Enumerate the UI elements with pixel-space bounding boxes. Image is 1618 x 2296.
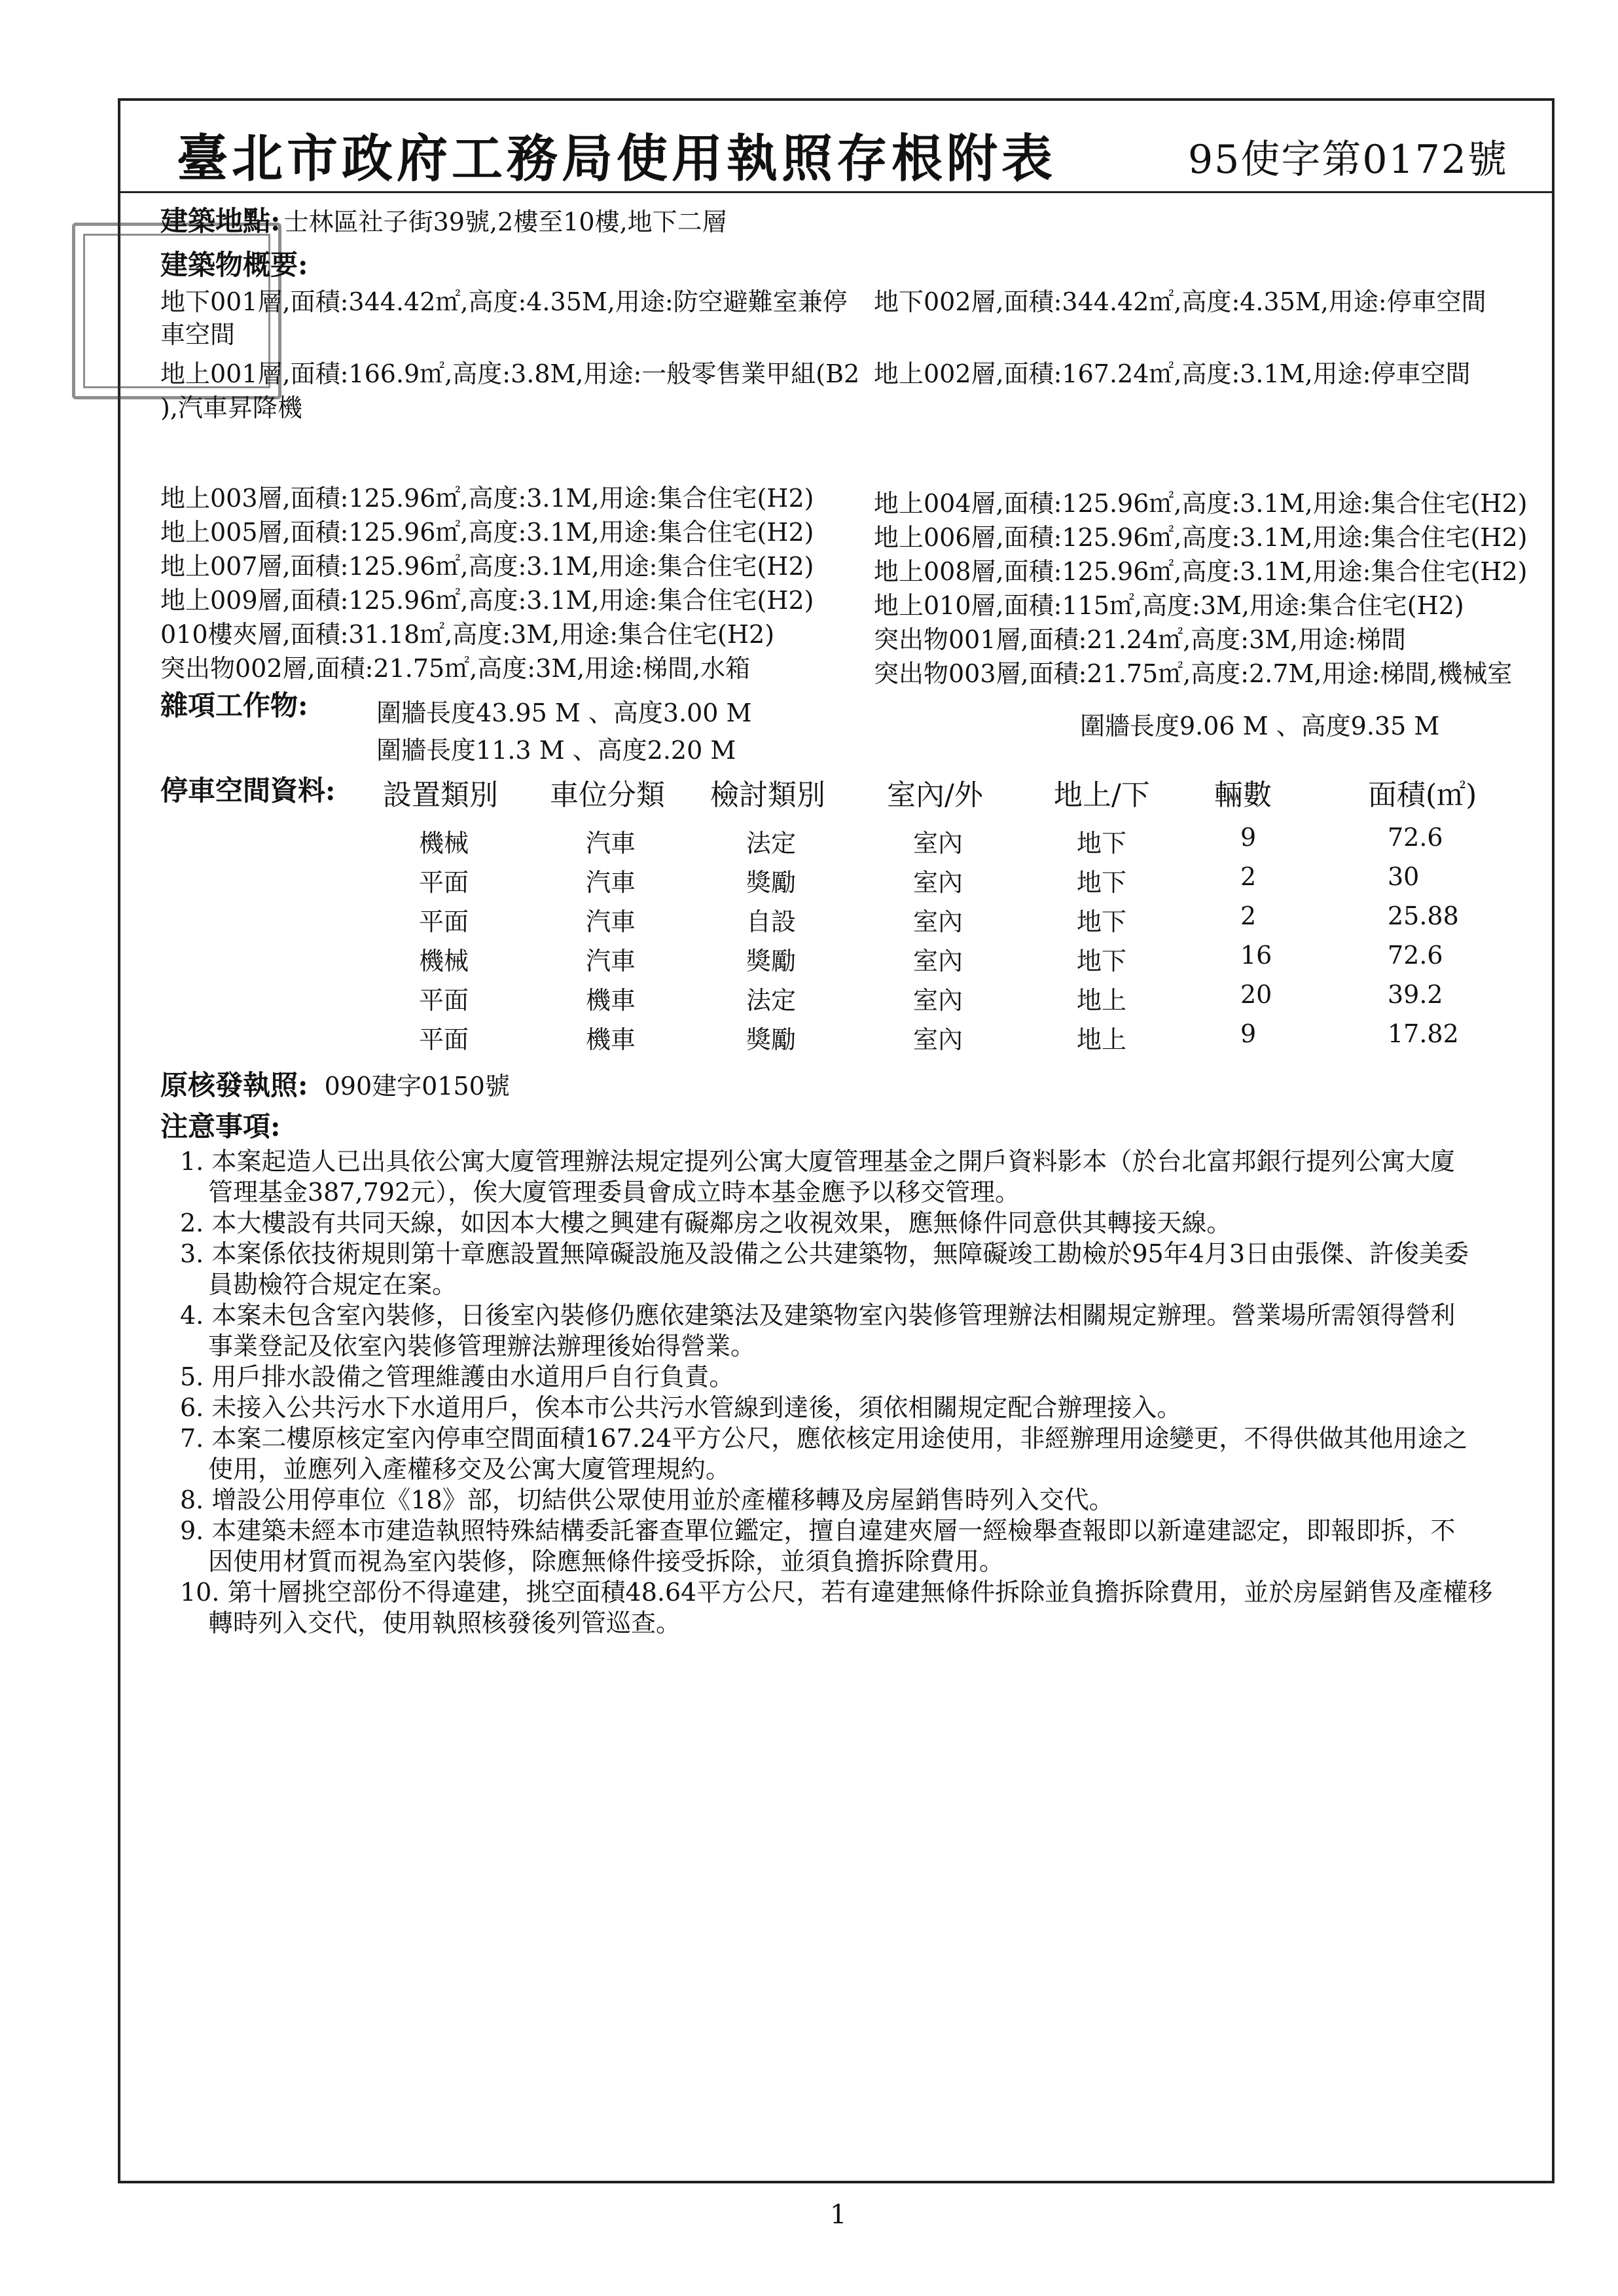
note-line: 2. 本大樓設有共同天線，如因本大樓之興建有礙鄰房之收視效果，應無條件同意供其轉接天線。 [180, 1209, 1232, 1237]
parking-cell: 17.82 [1388, 1019, 1459, 1048]
original-permit-label: 原核發執照: [160, 1069, 308, 1101]
overview-row-right: 突出物001層,面積:21.24㎡,高度:3M,用途:梯間 [874, 625, 1407, 654]
note-line: 9. 本建築未經本市建造執照特殊結構委託審查單位鑑定，擅自違建夾層一經檢舉查報即以新違建認定，即報即拆，不 [180, 1516, 1456, 1545]
parking-cell: 地上 [1077, 986, 1127, 1015]
parking-cell: 汽車 [586, 868, 636, 897]
note-line: 10. 第十層挑空部份不得違建，挑空面積48.64平方公尺，若有違建無條件拆除並負擔拆除費用，並於房屋銷售及產權移 [180, 1578, 1493, 1607]
overview-row-right: 地上008層,面積:125.96㎡,高度:3.1M,用途:集合住宅(H2) [874, 557, 1528, 586]
parking-cell: 2 [1240, 902, 1257, 930]
parking-cell: 平面 [419, 1025, 469, 1054]
overview-row-right: 地上010層,面積:115㎡,高度:3M,用途:集合住宅(H2) [874, 591, 1464, 620]
note-line: 因使用材質而視為室內裝修，除應無條件接受拆除，並須負擔拆除費用。 [208, 1547, 1005, 1576]
parking-cell: 機械 [419, 947, 469, 975]
note-line: 使用，並應列入產權移交及公寓大廈管理規約。 [208, 1455, 731, 1484]
overview-row-left: 地上009層,面積:125.96㎡,高度:3.1M,用途:集合住宅(H2) [160, 586, 814, 615]
note-line: 3. 本案係依技術規則第十章應設置無障礙設施及設備之公共建築物，無障礙竣工勘檢於95年4月3日由張傑、許俊美委 [180, 1239, 1469, 1268]
parking-cell: 室內 [913, 868, 963, 897]
parking-cell: 自設 [746, 907, 797, 936]
overview-row-left: 突出物002層,面積:21.75㎡,高度:3M,用途:梯間,水箱 [160, 654, 751, 683]
document-title: 臺北市政府工務局使用執照存根附表 [177, 129, 1057, 189]
misc-item: 圍牆長度11.3 M 、高度2.20 M [376, 736, 736, 765]
note-line: 員勘檢符合規定在案。 [208, 1270, 458, 1299]
parking-cell: 室內 [913, 1025, 963, 1054]
note-line: 轉時列入交代，使用執照核發後列管巡查。 [208, 1609, 681, 1637]
parking-cell: 汽車 [586, 907, 636, 936]
parking-header-cell: 檢討類別 [710, 778, 825, 812]
original-permit-value: 090建字0150號 [324, 1072, 510, 1101]
overview-label: 建築物概要: [160, 249, 308, 281]
overview-row-right: 地上006層,面積:125.96㎡,高度:3.1M,用途:集合住宅(H2) [874, 523, 1528, 552]
overview-row-left: 地上005層,面積:125.96㎡,高度:3.1M,用途:集合住宅(H2) [160, 518, 814, 547]
parking-header-cell: 室內/外 [887, 778, 983, 812]
parking-header-cell: 面積(㎡) [1368, 778, 1477, 812]
parking-cell: 2 [1240, 862, 1257, 891]
parking-header-cell: 地上/下 [1054, 778, 1150, 812]
parking-cell: 法定 [746, 829, 797, 858]
note-line: 6. 未接入公共污水下水道用戶，俟本市公共污水管線到達後，須依相關規定配合辦理接入。 [180, 1393, 1182, 1422]
parking-cell: 平面 [419, 986, 469, 1015]
permit-number: 95使字第0172號 [1188, 137, 1509, 183]
parking-cell: 20 [1240, 980, 1272, 1009]
notes-label: 注意事項: [160, 1110, 281, 1142]
note-line: 7. 本案二樓原核定室內停車空間面積167.24平方公尺，應依核定用途使用，非經辦理用途變更，不得供做其他用途之 [180, 1424, 1468, 1453]
parking-cell: 汽車 [586, 829, 636, 858]
page-number: 1 [830, 2200, 847, 2230]
overview-row-right: 地上004層,面積:125.96㎡,高度:3.1M,用途:集合住宅(H2) [874, 489, 1528, 518]
location-label: 建築地點: [160, 205, 281, 237]
parking-header-cell: 車位分類 [550, 778, 665, 812]
note-line: 5. 用戶排水設備之管理維護由水道用戶自行負責。 [180, 1362, 734, 1391]
parking-cell: 地上 [1077, 1025, 1127, 1054]
overview-row-left: 地上007層,面積:125.96㎡,高度:3.1M,用途:集合住宅(H2) [160, 552, 814, 581]
parking-cell: 室內 [913, 986, 963, 1015]
parking-cell: 機械 [419, 829, 469, 858]
note-line: 4. 本案未包含室內裝修，日後室內裝修仍應依建築法及建築物室內裝修管理辦法相關規定辦理。營業場所需領得營利 [180, 1301, 1456, 1330]
document-frame [118, 98, 1555, 2183]
parking-cell: 30 [1388, 862, 1420, 891]
parking-cell: 25.88 [1388, 902, 1459, 930]
parking-cell: 9 [1240, 823, 1257, 852]
note-line: 8. 增設公用停車位《18》部，切結供公眾使用並於產權移轉及房屋銷售時列入交代。 [180, 1485, 1114, 1514]
parking-cell: 72.6 [1388, 823, 1443, 852]
parking-cell: 39.2 [1388, 980, 1443, 1009]
overview-row-right: 地上002層,面積:167.24㎡,高度:3.1M,用途:停車空間 [874, 359, 1471, 388]
misc-item: 圍牆長度43.95 M 、高度3.00 M [376, 699, 752, 727]
parking-header-cell: 設置類別 [383, 778, 498, 812]
parking-cell: 平面 [419, 907, 469, 936]
parking-cell: 16 [1240, 941, 1272, 970]
parking-cell: 地下 [1077, 907, 1127, 936]
title-divider [118, 191, 1555, 193]
original-permit-row [160, 1064, 510, 1103]
overview-row-left: ),汽車昇降機 [160, 393, 302, 422]
note-line: 1. 本案起造人已出具依公寓大廈管理辦法規定提列公寓大廈管理基金之開戶資料影本（於台北富邦銀行提列公寓大廈 [180, 1147, 1456, 1176]
parking-header-cell: 輛數 [1214, 778, 1272, 812]
note-line: 事業登記及依室內裝修管理辦法辦理後始得營業。 [208, 1332, 756, 1360]
parking-label: 停車空間資料: [160, 774, 336, 807]
parking-cell: 獎勵 [746, 1025, 797, 1054]
parking-cell: 室內 [913, 907, 963, 936]
location-row [160, 200, 727, 239]
parking-cell: 9 [1240, 1019, 1257, 1048]
parking-cell: 72.6 [1388, 941, 1443, 970]
location-value: 士林區社子街39號,2樓至10樓,地下二層 [283, 208, 727, 236]
parking-cell: 法定 [746, 986, 797, 1015]
parking-cell: 平面 [419, 868, 469, 897]
misc-item: 圍牆長度9.06 M 、高度9.35 M [1080, 712, 1440, 740]
overview-row-left: 地上003層,面積:125.96㎡,高度:3.1M,用途:集合住宅(H2) [160, 484, 814, 513]
parking-cell: 汽車 [586, 947, 636, 975]
overview-row-right: 地下002層,面積:344.42㎡,高度:4.35M,用途:停車空間 [874, 287, 1486, 316]
parking-cell: 機車 [586, 1025, 636, 1054]
overview-row-right: 突出物003層,面積:21.75㎡,高度:2.7M,用途:梯間,機械室 [874, 659, 1513, 688]
overview-row-left: 地下001層,面積:344.42㎡,高度:4.35M,用途:防空避難室兼停 [160, 287, 848, 316]
parking-cell: 地下 [1077, 947, 1127, 975]
parking-cell: 獎勵 [746, 868, 797, 897]
note-line: 管理基金387,792元），俟大廈管理委員會成立時本基金應予以移交管理。 [208, 1178, 1020, 1207]
parking-cell: 機車 [586, 986, 636, 1015]
parking-cell: 室內 [913, 947, 963, 975]
overview-row-left: 車空間 [160, 320, 236, 349]
overview-row-left: 地上001層,面積:166.9㎡,高度:3.8M,用途:一般零售業甲組(B2 [160, 359, 860, 388]
parking-cell: 地下 [1077, 868, 1127, 897]
overview-row-left: 010樓夾層,面積:31.18㎡,高度:3M,用途:集合住宅(H2) [160, 620, 775, 649]
parking-cell: 地下 [1077, 829, 1127, 858]
parking-cell: 獎勵 [746, 947, 797, 975]
misc-label: 雜項工作物: [160, 689, 308, 721]
parking-cell: 室內 [913, 829, 963, 858]
